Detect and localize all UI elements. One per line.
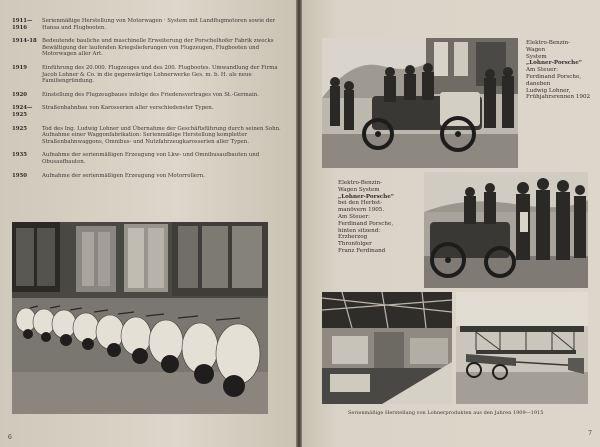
- caption-lohner-porsche-1902: [526, 40, 596, 101]
- chronology-text: Aufnahme der serienmäßigen Erzeugung von Lkw- und Omnibusaufbauten und Obusaufbauten.: [42, 152, 260, 165]
- chronology-entry: [12, 92, 282, 99]
- caption-line: Elektro-Benzin-: [526, 40, 571, 46]
- caption-line: Am Steuer:: [338, 213, 370, 220]
- chronology-text: Tod des Ing. Ludwig Lohner und Übernahme der Geschäftsführung durch seinen Sohn. Aufnahme einer Waggonfabrikation: Serienmäßige Herstellung kompletter Straßenbahnwaggons, Omnibus- und Nutzfahrzeugkarosserien aller Typen.: [42, 125, 281, 145]
- right-page: [302, 0, 600, 447]
- lohner-porsche-1905-photo: [424, 172, 588, 288]
- chronology-year: 1920: [12, 91, 28, 98]
- chronology-text: Einstellung des Flugzeugbaues infolge des Friedensvertrages von St.-Germain.: [42, 91, 259, 98]
- chronology-year: 1924—1925: [12, 105, 33, 118]
- caption-line: „Lohner-Porsche“: [338, 193, 394, 200]
- bottom-photo-caption: Serienmäßige Herstellung von Lohnerprodukten aus den Jahren 1909—1915: [348, 410, 544, 416]
- chronology-year: 1925: [12, 125, 28, 132]
- caption-line: Thronfolger: [338, 241, 372, 248]
- workshop-photo: [322, 292, 452, 404]
- caption-line: bei den Herbst-: [338, 200, 383, 207]
- chronology-year: 1914-18: [12, 38, 37, 45]
- chronology-text: Aufnahme der serienmäßigen Erzeugung von Motorrollern.: [42, 172, 205, 179]
- caption-line: Wagen System: [338, 186, 380, 193]
- caption-line: Ferdinand Porsche,: [526, 73, 582, 80]
- caption-line: Erzherzog: [338, 234, 368, 241]
- chronology-text: Straßenbahnbau von Karosserien aller verschiedenster Typen.: [42, 105, 214, 112]
- page-number-right: 7: [588, 430, 592, 437]
- caption-line: hinten sitzend:: [338, 227, 381, 234]
- caption-line: Am Steuer:: [526, 67, 558, 74]
- chronology-entry: [12, 18, 282, 31]
- chronology-entry: [12, 152, 282, 165]
- chronology-entry: [12, 173, 282, 180]
- left-page: [0, 0, 296, 447]
- caption-lohner-porsche-1905: [338, 180, 418, 255]
- caption-line: Frühjahrsrennen 1902: [526, 94, 591, 101]
- caption-line: Wagen: [526, 46, 546, 53]
- chronology-year: 1950: [12, 172, 28, 179]
- chronology-year: 1919: [12, 64, 28, 71]
- chronology-text: Bedeutende bauliche und maschinelle Erweiterung der Porschelhofer Fabrik zwecks Bewältigung der laufenden Kriegslieferungen von Flugzeugen, Flugbooten und Motorwagen aller Art.: [42, 38, 274, 58]
- caption-line: „Lohner-Porsche“: [526, 60, 582, 67]
- airplane-photo: [456, 292, 588, 404]
- caption-line: manövern 1905.: [338, 207, 385, 214]
- caption-line: Ferdinand Porsche,: [338, 220, 394, 227]
- caption-line: Ludwig Lohner,: [526, 87, 571, 94]
- chronology-text: Einführung des 20.000. Flugzeuges und des 200. Flugbootes. Umwandlung der Firma Jacob Lohner & Co. in die gegenwärtige Lohnerwerke Ges. m. b. H. als neue Familiengründung.: [42, 64, 278, 85]
- chronology-entry: [12, 38, 282, 58]
- chronology-entry: [12, 126, 282, 146]
- chronology-list: [12, 18, 282, 186]
- chronology-entry: [12, 65, 282, 85]
- caption-line: daneben: [526, 80, 551, 87]
- caption-line: Elektro-Benzin-: [338, 180, 383, 186]
- chronology-year: 1935: [12, 152, 28, 159]
- chronology-text: Serienmäßige Herstellung von Motorwagen · System mit Landflugmotoren sowie der Hansa und Flugbooten.: [42, 18, 276, 31]
- page-number-left: 6: [8, 434, 12, 441]
- scooter-photo: [12, 222, 268, 414]
- chronology-entry: [12, 105, 282, 118]
- chronology-year: 1911—1916: [12, 18, 33, 31]
- caption-line: System: [526, 53, 547, 60]
- lohner-porsche-1902-photo: [322, 38, 518, 168]
- caption-line: Franz Ferdinand: [338, 247, 386, 254]
